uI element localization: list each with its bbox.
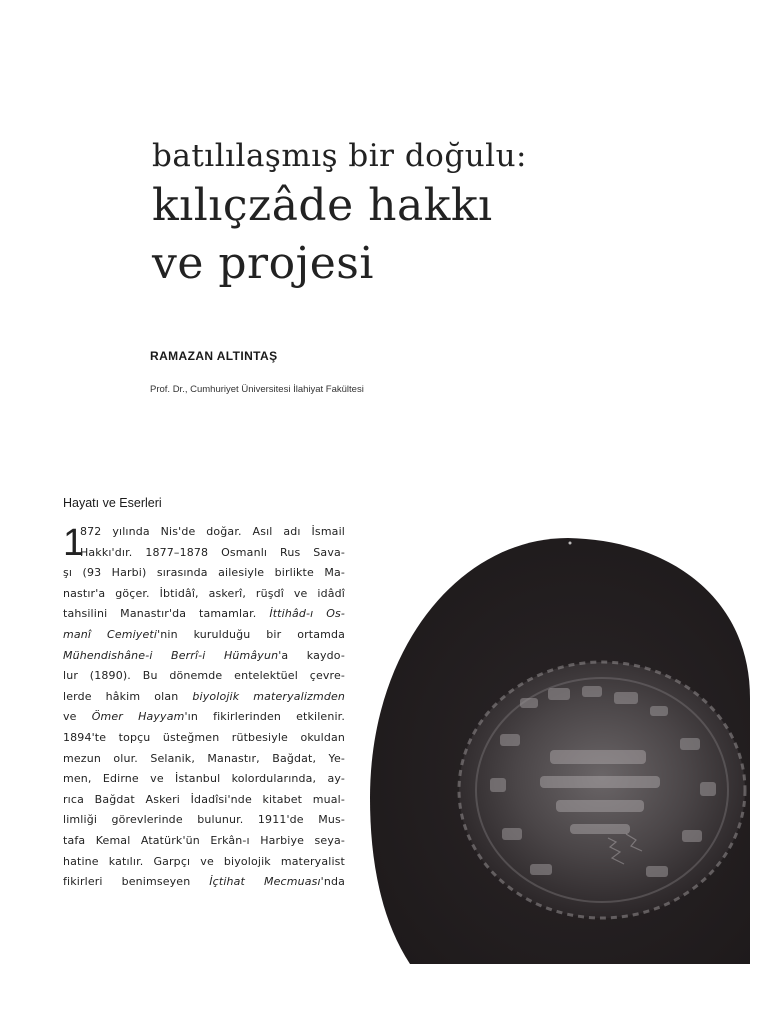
article-title: [152, 135, 572, 293]
author-name: RAMAZAN ALTINTAŞ: [150, 349, 278, 363]
section-heading: Hayatı ve Eserleri: [63, 496, 162, 510]
body-line: manî Cemiyeti'nin kurulduğu bir ortamda: [63, 627, 346, 641]
body-line: tafa Kemal Atatürk'ün Erkân-ı Harbiye seya-: [63, 833, 345, 847]
body-line: ve Ömer Hayyam'ın fikirlerinden etkilenir.: [63, 710, 345, 724]
body-line: fikirleri benimseyen İçtihat Mecmuası'nda: [63, 875, 345, 889]
body-line: 872 yılında Nis'de doğar. Asıl adı İsmail: [80, 525, 345, 538]
body-line: rıca Bağdat Askeri İdadîsi'nde kitabet mual-: [63, 792, 345, 806]
body-line: nastır'a göçer. İbtidâî, askerî, rüşdî ve idâdî: [63, 586, 345, 600]
body-line: Mühendishâne-i Berrî-i Hümâyun'a kaydo-: [63, 648, 345, 662]
body-line: men, Edirne ve İstanbul kolordularında, ay-: [63, 772, 345, 786]
title-line-3: ve projesi: [152, 238, 374, 289]
title-line-2: kılıçzâde hakkı: [152, 180, 493, 231]
body-line: 1894'te topçu üsteğmen rütbesiyle okuldan: [63, 730, 345, 744]
body-line: hatine katılır. Garpçı ve biyolojik materyalist: [63, 854, 345, 868]
drop-cap: 1: [63, 522, 85, 564]
body-paragraph: [63, 522, 345, 893]
body-line: limliği görevlerinde bulunur. 1911'de Mus-: [63, 813, 345, 827]
body-line: tahsilini Manastır'da tamamlar. İttihâd-ı Os-: [63, 607, 346, 621]
body-line: mezun olur. Selanik, Manastır, Bağdat, Ye-: [63, 751, 345, 765]
coin-photo: [370, 538, 750, 964]
body-line: şı (93 Harbi) sırasında ailesiyle birlikte Ma-: [63, 566, 345, 580]
body-line: lur (1890). Bu dönemde entelektüel çevre-: [63, 669, 345, 683]
title-line-1: batılılaşmış bir doğulu:: [152, 138, 527, 174]
body-line: lerde hâkim olan biyolojik materyalizmden: [63, 689, 346, 703]
body-line: Hakkı'dır. 1877–1878 Osmanlı Rus Sava-: [80, 545, 345, 559]
author-affiliation: Prof. Dr., Cumhuriyet Üniversitesi İlahiyat Fakültesi: [150, 384, 364, 395]
